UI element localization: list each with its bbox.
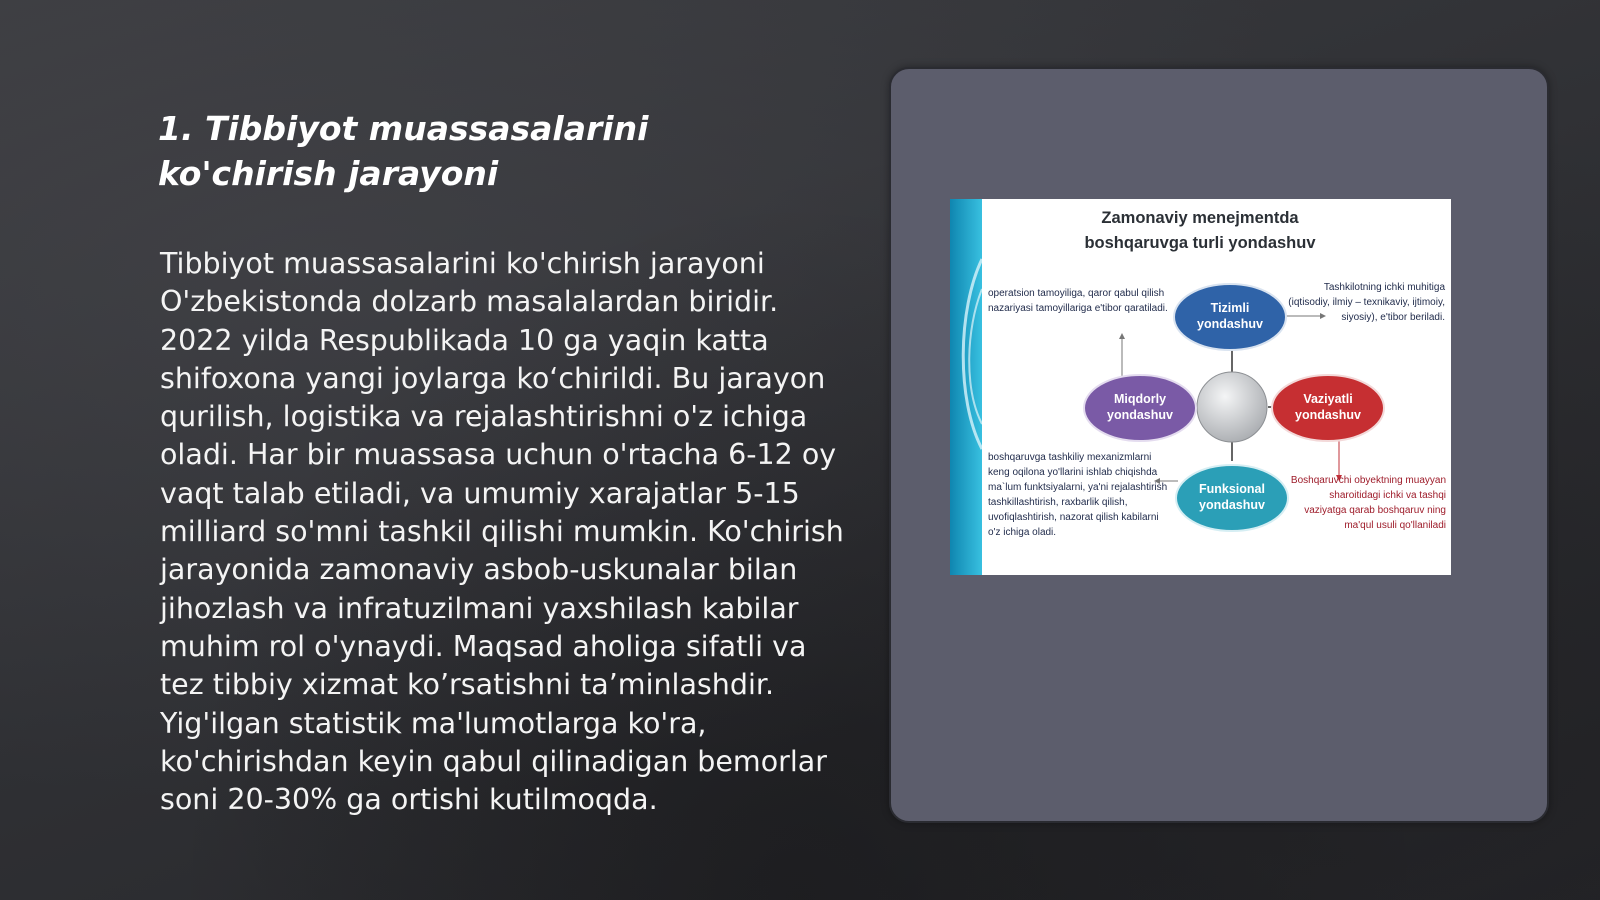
- diagram-image: [950, 199, 1451, 575]
- bubble-left-label: Miqdorly yondashuv: [1107, 392, 1173, 422]
- text-top-left: operatsion tamoyiliga, qaror qabul qilish nazariyasi tamoyillariga e'tibor qaratiladi.: [988, 288, 1168, 314]
- slide-body-text: Tibbiyot muassasalarini ko'chirish jarayoni O'zbekistonda dolzarb masalalardan biridir. 2022 yilda Respublikada 10 ga yaqin katta shifoxona yangi joylarga ko‘chirildi. Bu jarayon qurilish, logistika va rejalashtirishni o'z ichiga oladi. Har bir muassasa uchun o'rtacha 6-12 oy vaqt talab etiladi, va umumiy xarajatlar 5-15 milliard so'mni tashkil qilishi mumkin. Ko'chirish jarayonida zamonaviy asbob-uskunalar bilan jihozlash va infratuzilmani yaxshilash kabilar muhim rol o'ynaydi. Maqsad aholiga sifatli va tez tibbiy xizmat ko’rsatishni ta’minlashdir. Yig'ilgan statistik ma'lumotlarga ko'ra, ko'chirishdan keyin qabul qilinadigan bemorlar soni 20-30% ga ortishi kutilmoqda.: [160, 247, 844, 817]
- center-sphere: [1197, 372, 1267, 442]
- arrow-left-up-head: [1119, 333, 1125, 339]
- diagram-title-line1: Zamonaviy menejmentda: [1101, 209, 1299, 227]
- bubble-right-label: Vaziyatli yondashuv: [1295, 392, 1361, 422]
- slide-heading: 1. Tibbiyot muassasalarini ko'chirish jarayoni: [158, 109, 649, 193]
- bubble-top-label: Tizimli yondashuv: [1197, 301, 1263, 331]
- text-top-right: Tashkilotning ichki muhitiga (iqtisodiy, ilmiy – texnikaviy, ijtimoiy, siyosiy), e'tibor beriladi.: [1288, 282, 1445, 323]
- text-bottom-right: Boshqaruvchi obyektning muayyan sharoitidagi ichki va tashqi vaziyatga qarab boshqaruv ning ma'qul usuli qo'llaniladi: [1290, 475, 1446, 531]
- diagram-title-line2: boshqaruvga turli yondashuv: [1084, 234, 1316, 252]
- text-bottom-left: boshqaruvga tashkiliy mexanizmlarni keng oqilona yo'llarini ishlab chiqishda ma`lum funktsiyalarni, ya'ni rejalashtirish tashkillashtirish, raxbarlik qilish, uvofiqlashtirish, nazorat qilish kabilarni o'z ichiga oladi.: [988, 452, 1168, 538]
- bubble-bottom-label: Funksional yondashuv: [1199, 482, 1265, 512]
